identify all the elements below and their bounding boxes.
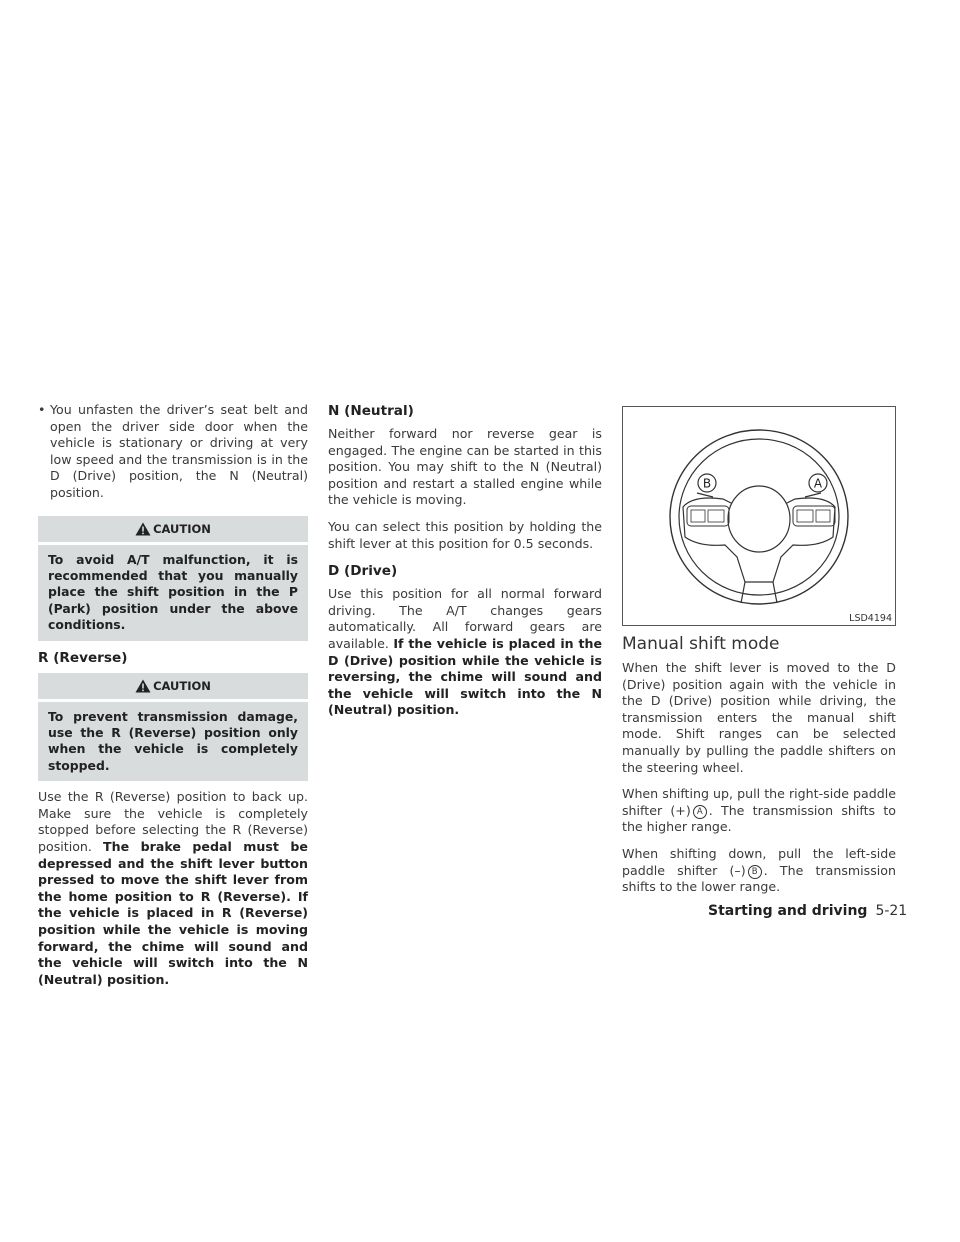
drive-paragraph xyxy=(328,586,602,719)
reverse-bold-text: The brake pedal must be depressed and the shift lever button pressed to move the shift lever from the home position to R (Reverse). If the vehicle is placed in R (Reverse) position while the vehicle is moving forward, the chime will sound and the vehicle will switch into the N (Neutral) position. xyxy=(38,839,308,987)
reverse-paragraph xyxy=(38,789,308,988)
column-right xyxy=(622,406,896,906)
shift-up-text: When shifting up, pull the right-side paddle shifter (+) xyxy=(622,786,896,818)
figure-label: LSD4194 xyxy=(849,613,892,624)
steering-wheel-figure xyxy=(622,406,896,626)
bullet-item xyxy=(38,402,308,502)
page-number: 5-21 xyxy=(875,903,908,919)
neutral-paragraph-2: You can select this position by holding the shift lever at this position for 0.5 seconds. xyxy=(328,518,602,551)
bullet-dot: • xyxy=(38,402,46,417)
page-footer xyxy=(708,903,907,919)
neutral-heading: N (Neutral) xyxy=(328,403,414,419)
callout-b: B xyxy=(702,476,712,491)
drive-bold-text: If the vehicle is placed in the D (Drive) position while the vehicle is reversing, the chime will sound and the vehicle will switch into the N (Neutral) position. xyxy=(328,635,602,718)
warning-icon xyxy=(135,522,151,536)
drive-text: Use this position for all normal forward driving. The A/T changes gears automatically. All forward gears are available. xyxy=(328,586,602,651)
shift-up-text-end: . The transmission shifts to the higher range. xyxy=(622,802,896,835)
manual-paragraph-1: When the shift lever is moved to the D (Drive) position again with the vehicle in the D (Drive) position while driving, the transmission enters the manual shift mode. Shift ranges can be selected manually by pulling the paddle shifters on the steering wheel. xyxy=(622,660,896,775)
shift-down-text: When shifting down, pull the left-side paddle shifter (–) xyxy=(622,845,896,878)
shift-down-text-end: . The transmission shifts to the lower range. xyxy=(622,862,896,895)
reverse-text: Use the R (Reverse) position to back up. Make sure the vehicle is completely stopped before selecting the R (Reverse) position. xyxy=(38,789,308,854)
column-middle xyxy=(328,402,602,729)
steering-wheel-illustration xyxy=(623,407,895,625)
manual-shift-heading: Manual shift mode xyxy=(622,634,780,654)
caution-header xyxy=(38,673,308,699)
caution-label: CAUTION xyxy=(153,521,211,536)
section-title: Starting and driving xyxy=(708,903,868,919)
neutral-paragraph-1: Neither forward nor reverse gear is engaged. The engine can be started in this position. You may shift to the N (Neutral) position and restart a stalled engine while the vehicle is moving. xyxy=(328,426,602,508)
shift-up-paragraph xyxy=(622,786,896,836)
caution-text: To avoid A/T malfunction, it is recommended that you manually place the shift position in the P (Park) position under the above conditions. xyxy=(38,545,308,641)
callout-a: A xyxy=(813,476,823,491)
shift-down-paragraph xyxy=(622,846,896,896)
reverse-heading: R (Reverse) xyxy=(38,649,128,666)
column-left xyxy=(38,402,308,998)
caution-label: CAUTION xyxy=(153,678,211,693)
caution-header xyxy=(38,516,308,542)
caution-text: To prevent transmission damage, use the R (Reverse) position only when the vehicle is completely stopped. xyxy=(38,702,308,782)
drive-heading: D (Drive) xyxy=(328,563,398,580)
bullet-text: You unfasten the driver’s seat belt and open the driver side door when the vehicle is stationary or driving at very low speed and the transmission is in the D (Drive) position, the N (Neutral) position. xyxy=(50,402,308,500)
callout-b-icon: B xyxy=(748,865,762,879)
callout-a-icon: A xyxy=(693,805,707,819)
warning-icon xyxy=(135,679,151,693)
